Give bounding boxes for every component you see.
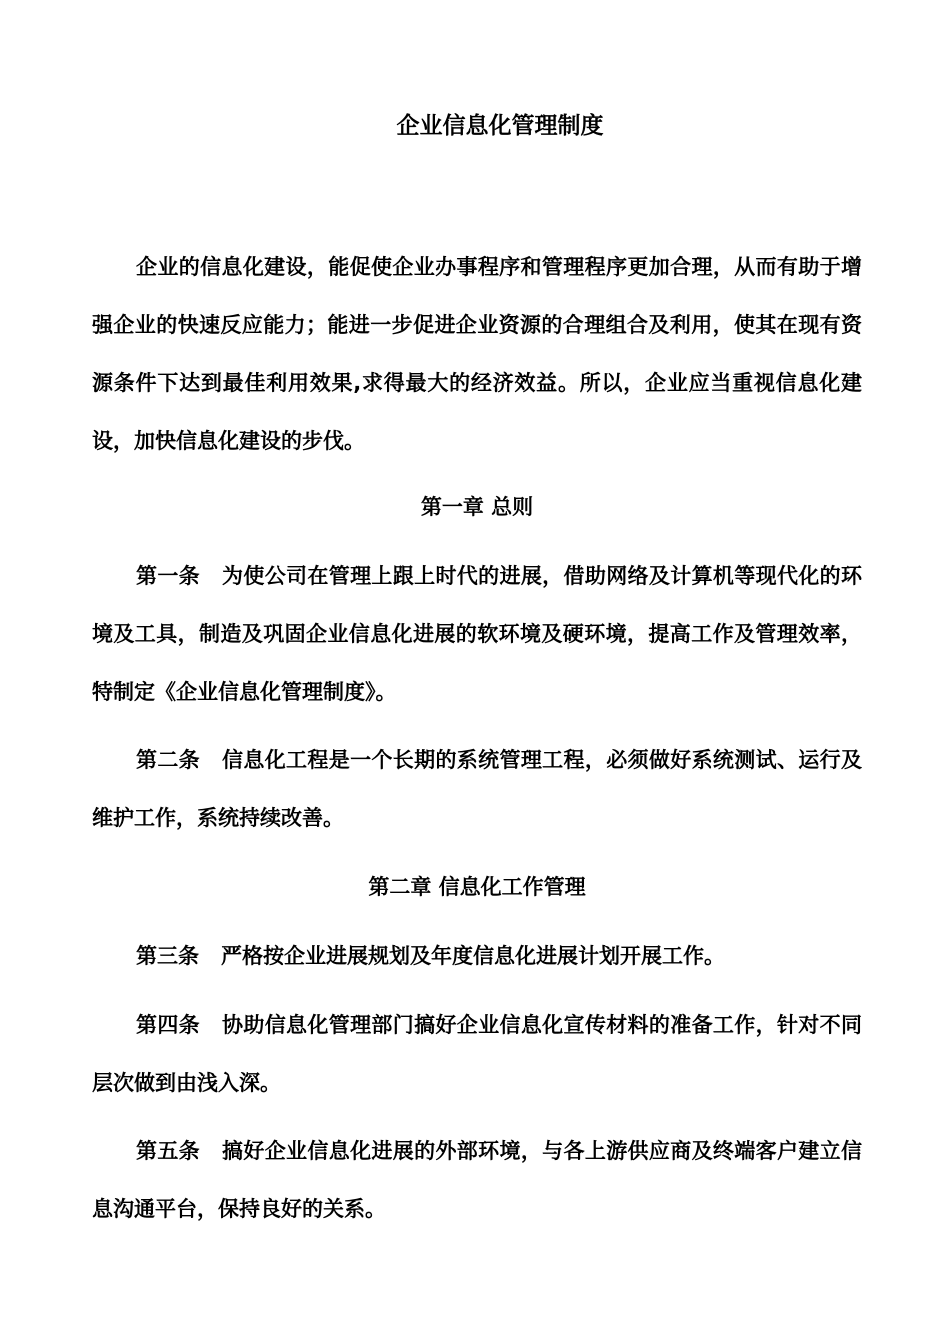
article-text: 信息化工程是一个长期的系统管理工程，必须做好系统测试、运行及维护工作，系统持续改善。	[92, 748, 862, 830]
article-paragraph	[92, 1122, 862, 1238]
article-text: 为使公司在管理上跟上时代的进展，借助网络及计算机等现代化的环境及工具，制造及巩固企业信息化进展的软环境及硬环境，提高工作及管理效率，特制定《企业信息化管理制度》。	[92, 564, 862, 704]
intro-paragraph: 企业的信息化建设，能促使企业办事程序和管理程序更加合理，从而有助于增强企业的快速反应能力；能进一步促进企业资源的合理组合及利用，使其在现有资源条件下达到最佳利用效果,求得最大的经济效益。所以，企业应当重视信息化建设，加快信息化建设的步伐。	[92, 255, 862, 453]
chapter-heading: 第二章 信息化工作管理	[368, 875, 586, 899]
article-paragraph	[92, 547, 862, 721]
article-paragraph	[92, 927, 862, 985]
article-number: 第一条	[136, 564, 201, 588]
article-text: 严格按企业进展规划及年度信息化进展计划开展工作。	[221, 944, 725, 968]
article-paragraph	[92, 996, 862, 1112]
article-number: 第三条	[136, 944, 199, 968]
article-paragraph	[92, 731, 862, 847]
article-text: 协助信息化管理部门搞好企业信息化宣传材料的准备工作，针对不同层次做到由浅入深。	[92, 1013, 862, 1095]
article-text: 搞好企业信息化进展的外部环境，与各上游供应商及终端客户建立信息沟通平台，保持良好的关系。	[92, 1139, 862, 1221]
page-title: 企业信息化管理制度	[396, 113, 604, 139]
article-number: 第二条	[136, 748, 201, 772]
chapter-heading: 第一章 总则	[420, 495, 534, 519]
article-number: 第四条	[136, 1013, 201, 1037]
article-number: 第五条	[136, 1139, 201, 1163]
